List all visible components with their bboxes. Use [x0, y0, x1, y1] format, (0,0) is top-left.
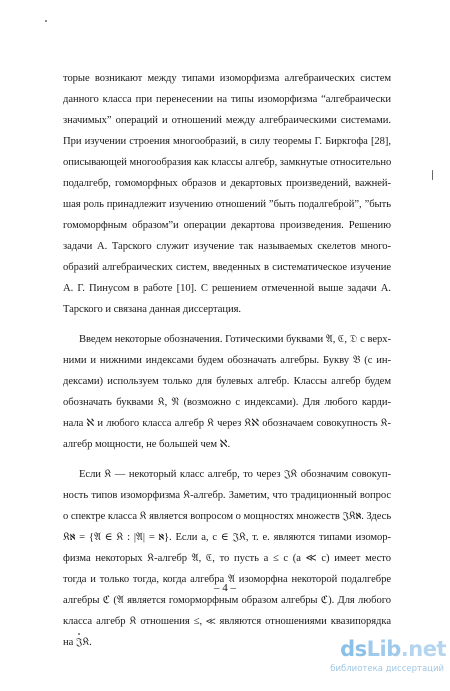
text-line: образий алгебраических систем, введенных в систематическое изучение — [63, 262, 391, 273]
text-line: А. Г. Пинусом в работе [10]. С решением отмеченной выше задачи А. — [63, 283, 391, 294]
watermark-logo: dsLib.net — [340, 637, 446, 661]
paragraph-1 — [63, 68, 391, 320]
text-line: физма некоторых 𝔎-алгебр 𝔄, ℭ, то пусть a ≤ c (a ≪ c) имеет место — [63, 553, 391, 564]
text-line: дексами) используем только для булевых алгебр. Классы алгебр будем — [63, 376, 391, 387]
text-line: на 𝔍𝔎. — [63, 637, 92, 648]
text-line: подалгебр, гомоморфных образов и декартовых произведений, важней- — [63, 178, 391, 189]
text-line: обозначать буквами 𝔎, 𝔑 (возможно с индексами). Для любого карди- — [63, 397, 391, 408]
text-line: задачи А. Тарского служит изучение так называемых скелетов много- — [63, 241, 391, 252]
text-line: алгебры ℭ (𝔄 является гоморморфным образом алгебры ℭ). Для любого — [63, 595, 391, 606]
body-text — [63, 68, 391, 653]
text-line: тогда и только тогда, когда алгебра 𝔄 изоморфна некоторой подалгебре — [63, 574, 391, 585]
dslib-watermark — [330, 637, 446, 685]
text-line: нала ℵ и любого класса алгебр 𝔎 через 𝔎ℵ обозначаем совокупность 𝔎- — [63, 418, 391, 429]
text-line: гомоморфным образом”и операции декартова произведения. Решению — [63, 220, 391, 231]
text-line: Если 𝔎 — некоторый класс алгебр, то через 𝔍𝔎 обозначим совокуп- — [79, 469, 391, 480]
text-line: При изучении строения многообразий, в силу теоремы Г. Биркгофа [28], — [63, 136, 391, 147]
text-line: алгебр мощности, не большей чем ℵ. — [63, 439, 231, 450]
text-line: торые возникают между типами изоморфизма алгебраических систем — [63, 73, 391, 84]
text-line: 𝔎ℵ = {𝔄 ∈ 𝔎 : |𝔄| = ℵ}. Если a, c ∈ 𝔍𝔎, т. е. являются типами изомор- — [63, 532, 391, 543]
text-line: данного класса при перенесении на типы изоморфизма “алгебраически — [63, 94, 391, 105]
text-line: класса алгебр 𝔎 отношения ≤, ≪ являются отношениями квазипорядка — [63, 616, 391, 627]
text-line: значимых” операций и отношений между алгебраическими системами. — [63, 115, 391, 126]
text-line: о спектре класса 𝔎 является вопросом о мощностях множеств 𝔍𝔎ℵ. Здесь — [63, 511, 391, 522]
text-line: Тарского и связана данная диссертация. — [63, 304, 242, 315]
text-line: ность типов изоморфизма 𝔎-алгебр. Заметим, что традиционный вопрос — [63, 490, 391, 501]
paragraph-3 — [63, 464, 391, 653]
scan-speck — [78, 633, 80, 635]
text-line: шая роль принадлежит изучению отношений ”быть подалгеброй”, ”быть — [63, 199, 391, 210]
scan-speck — [45, 20, 47, 22]
page-number: – 4 – — [214, 582, 236, 594]
watermark-subtitle: библиотека диссертаций — [330, 664, 444, 674]
paragraph-2 — [63, 329, 391, 455]
text-line: Введем некоторые обозначения. Готическими буквами 𝔄, ℭ, 𝔇 с верх- — [79, 334, 391, 345]
text-line: описывающей многообразия как классы алгебр, замкнутые относительно — [63, 157, 391, 168]
text-line: ними и нижними индексами будем обозначать алгебры. Букву 𝔅 (с ин- — [63, 355, 391, 366]
scan-speck — [432, 170, 433, 180]
